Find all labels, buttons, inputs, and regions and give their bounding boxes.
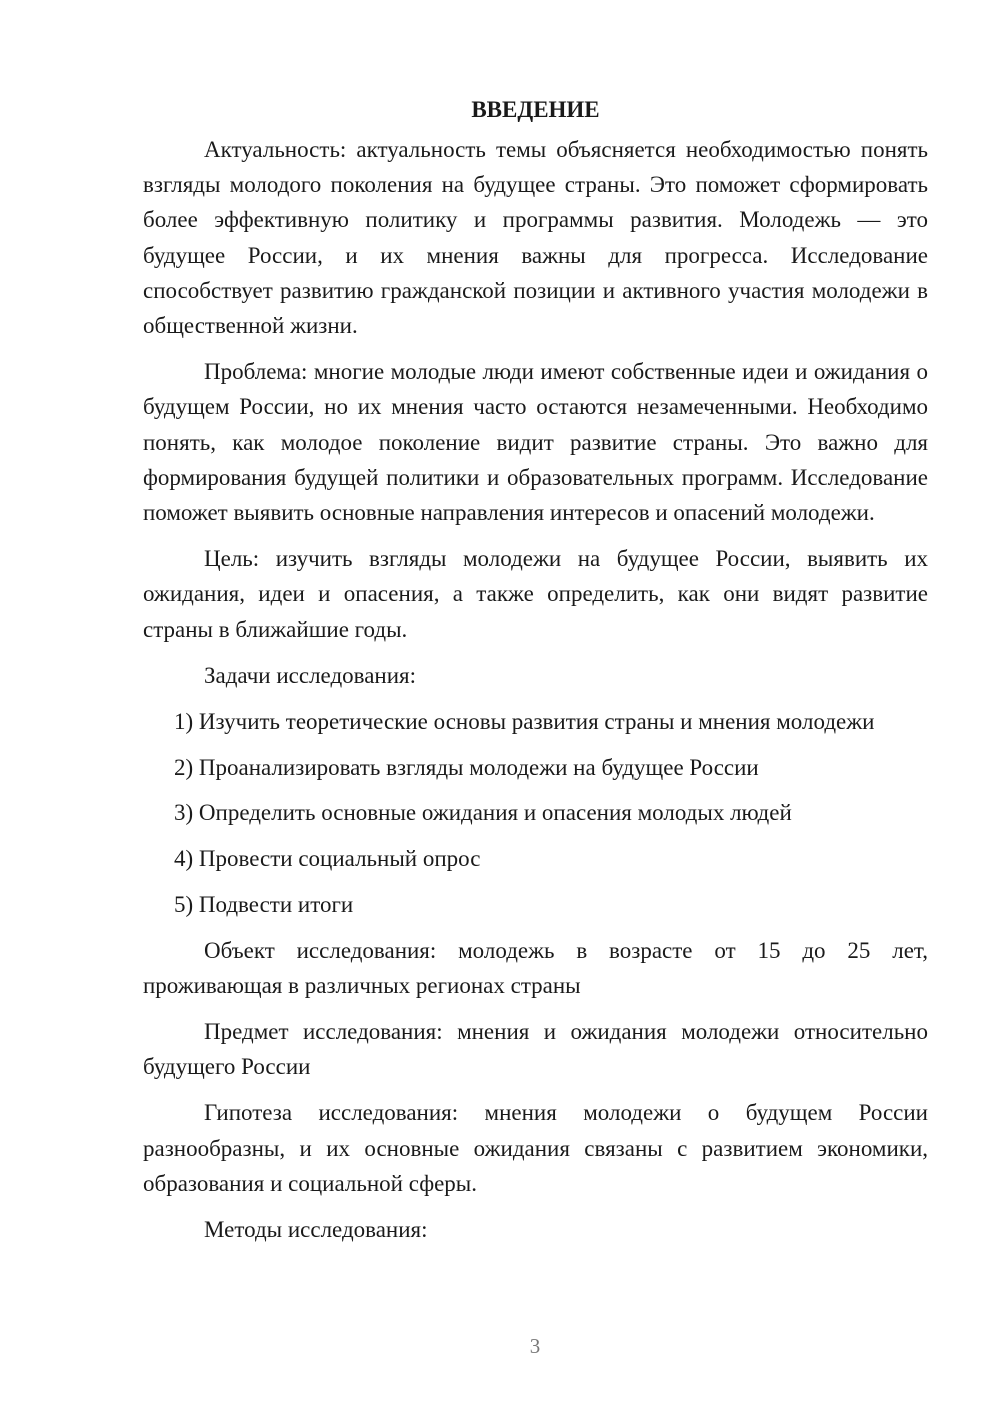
list-item: 5) Подвести итоги [174, 891, 354, 917]
goal-paragraph: Цель: изучить взгляды молодежи на будущее России, выявить их ожидания, идеи и опасения, а также определить, как они видят развитие страны в ближайшие годы. [143, 546, 928, 642]
relevance-paragraph: Актуальность: актуальность темы объясняется необходимостью понять взгляды молодого поколения на будущее страны. Это поможет сформировать более эффективную политику и программы развития. Молодежь — это будущее России, и их мнения важны для прогресса. Исследование способствует развитию гражданской позиции и активного участия молодежи в общественной жизни. [143, 137, 928, 339]
object-paragraph: Объект исследования: молодежь в возрасте от 15 до 25 лет, проживающая в различных регионах страны [143, 937, 928, 998]
hypothesis-paragraph: Гипотеза исследования: мнения молодежи о будущем России разнообразны, и их основные ожидания связаны с развитием экономики, образования и социальной сферы. [143, 1100, 928, 1196]
tasks-list [143, 704, 928, 922]
page-number: 3 [529, 1334, 541, 1358]
subject-paragraph: Предмет исследования: мнения и ожидания молодежи относительно будущего России [143, 1018, 928, 1080]
list-item: 1) Изучить теоретические основы развития страны и мнения молодежи [174, 709, 875, 735]
document-page [143, 92, 928, 1258]
list-item: 2) Проанализировать взгляды молодежи на будущее России [174, 754, 759, 780]
list-item: 3) Определить основные ожидания и опасения молодых людей [174, 800, 792, 826]
section-title: ВВЕДЕНИЕ [471, 97, 600, 122]
list-item: 4) Провести социальный опрос [174, 846, 481, 872]
problem-paragraph: Проблема: многие молодые люди имеют собственные идеи и ожидания о будущем России, но их мнения часто остаются незамеченными. Необходимо понять, как молодое поколение видит развитие страны. Это важно для формирования будущей политики и образовательных программ. Исследование поможет выявить основные направления интересов и опасений молодежи. [143, 359, 928, 526]
methods-heading: Методы исследования: [204, 1216, 428, 1242]
tasks-heading: Задачи исследования: [204, 662, 417, 688]
